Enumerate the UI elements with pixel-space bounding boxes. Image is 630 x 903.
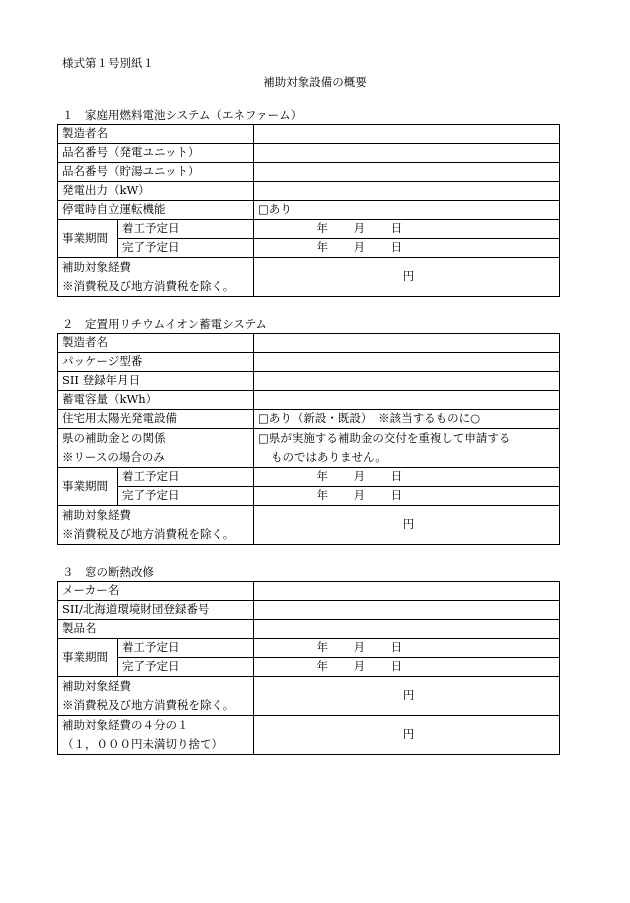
field-maker[interactable] [254, 582, 560, 601]
label-capacity: 蓄電容量（kWh） [58, 391, 254, 410]
section-2-table [57, 333, 560, 545]
label-cost-note: ※消費税及び地方消費税を除く。 [62, 527, 235, 541]
label-pref-subsidy: 県の補助金との関係 [62, 431, 166, 445]
solar-checkbox-option[interactable]: □あり（新設・既設） ※該当するものに○ [254, 410, 560, 429]
field-cost-quarter[interactable] [254, 716, 560, 755]
label-model-hot-water-unit: 品名番号（貯湯ユニット） [58, 163, 254, 182]
label-start-date: 着工予定日 [118, 468, 254, 487]
label-project-period: 事業期間 [58, 639, 118, 677]
pref-subsidy-checkbox-option[interactable] [254, 429, 560, 468]
section-2-heading: ２ 定置用リチウムイオン蓄電システム [62, 317, 267, 331]
day-label: 日 [390, 469, 403, 484]
field-registration-number[interactable] [254, 601, 560, 620]
month-label: 月 [353, 488, 366, 503]
day-label: 日 [390, 221, 403, 236]
year-label: 年 [316, 488, 328, 503]
yen-label: 円 [402, 269, 415, 284]
field-end-date[interactable] [254, 658, 560, 677]
field-start-date[interactable] [254, 468, 560, 487]
pref-subsidy-note-line2: ものではありません。 [271, 450, 387, 464]
label-solar: 住宅用太陽光発電設備 [58, 410, 254, 429]
field-end-date[interactable] [254, 239, 560, 258]
yen-label: 円 [402, 517, 415, 532]
month-label: 月 [353, 640, 366, 655]
field-start-date[interactable] [254, 220, 560, 239]
label-end-date: 完了予定日 [118, 658, 254, 677]
month-label: 月 [353, 659, 366, 674]
day-label: 日 [390, 640, 403, 655]
field-end-date[interactable] [254, 487, 560, 506]
label-cost-quarter: 補助対象経費の４分の１ [62, 718, 189, 732]
label-start-date: 着工予定日 [118, 639, 254, 658]
section-3-table [57, 581, 560, 755]
month-label: 月 [353, 240, 366, 255]
field-cost[interactable] [254, 258, 560, 297]
label-model-power-unit: 品名番号（発電ユニット） [58, 144, 254, 163]
field-cost[interactable] [254, 677, 560, 716]
label-maker: メーカー名 [58, 582, 254, 601]
field-package-model[interactable] [254, 353, 560, 372]
label-product: 製品名 [58, 620, 254, 639]
label-package-model: パッケージ型番 [58, 353, 254, 372]
label-cost-note: ※消費税及び地方消費税を除く。 [62, 279, 235, 293]
field-manufacturer[interactable] [254, 125, 560, 144]
year-label: 年 [316, 659, 328, 674]
day-label: 日 [390, 659, 403, 674]
year-label: 年 [316, 640, 328, 655]
form-number-label: 様式第１号別紙１ [62, 56, 154, 70]
label-manufacturer: 製造者名 [58, 125, 254, 144]
day-label: 日 [390, 488, 403, 503]
field-capacity[interactable] [254, 391, 560, 410]
section-1-table [57, 124, 560, 297]
field-product[interactable] [254, 620, 560, 639]
yen-label: 円 [402, 688, 415, 703]
field-cost[interactable] [254, 506, 560, 545]
month-label: 月 [353, 469, 366, 484]
label-project-period: 事業期間 [58, 220, 118, 258]
label-cost: 補助対象経費 [62, 679, 131, 693]
label-cost-note: ※消費税及び地方消費税を除く。 [62, 698, 235, 712]
label-rounding-note: （１，０００円未満切り捨て） [62, 737, 223, 751]
blackout-checkbox-option[interactable]: □あり [254, 201, 560, 220]
year-label: 年 [316, 221, 328, 236]
yen-label: 円 [402, 727, 415, 742]
field-model-hot-water-unit[interactable] [254, 163, 560, 182]
label-start-date: 着工予定日 [118, 220, 254, 239]
day-label: 日 [390, 240, 403, 255]
label-lease-note: ※リースの場合のみ [62, 450, 165, 464]
label-end-date: 完了予定日 [118, 239, 254, 258]
section-1-heading: １ 家庭用燃料電池システム（エネファーム） [62, 108, 303, 122]
label-registration-number: SII/北海道環境財団登録番号 [58, 601, 254, 620]
section-3-heading: ３ 窓の断熱改修 [62, 565, 154, 579]
year-label: 年 [316, 240, 328, 255]
label-end-date: 完了予定日 [118, 487, 254, 506]
field-model-power-unit[interactable] [254, 144, 560, 163]
label-project-period: 事業期間 [58, 468, 118, 506]
label-manufacturer: 製造者名 [58, 334, 254, 353]
field-start-date[interactable] [254, 639, 560, 658]
year-label: 年 [316, 469, 328, 484]
pref-subsidy-note-line1: □県が実施する補助金の交付を重複して申請する [258, 431, 511, 445]
field-manufacturer[interactable] [254, 334, 560, 353]
field-sii-date[interactable] [254, 372, 560, 391]
label-cost: 補助対象経費 [62, 508, 131, 522]
month-label: 月 [353, 221, 366, 236]
document-title: 補助対象設備の概要 [263, 75, 367, 89]
label-cost: 補助対象経費 [62, 260, 131, 274]
label-sii-date: SII 登録年月日 [58, 372, 254, 391]
label-output: 発電出力（kW） [58, 182, 254, 201]
field-output[interactable] [254, 182, 560, 201]
label-blackout-function: 停電時自立運転機能 [58, 201, 254, 220]
